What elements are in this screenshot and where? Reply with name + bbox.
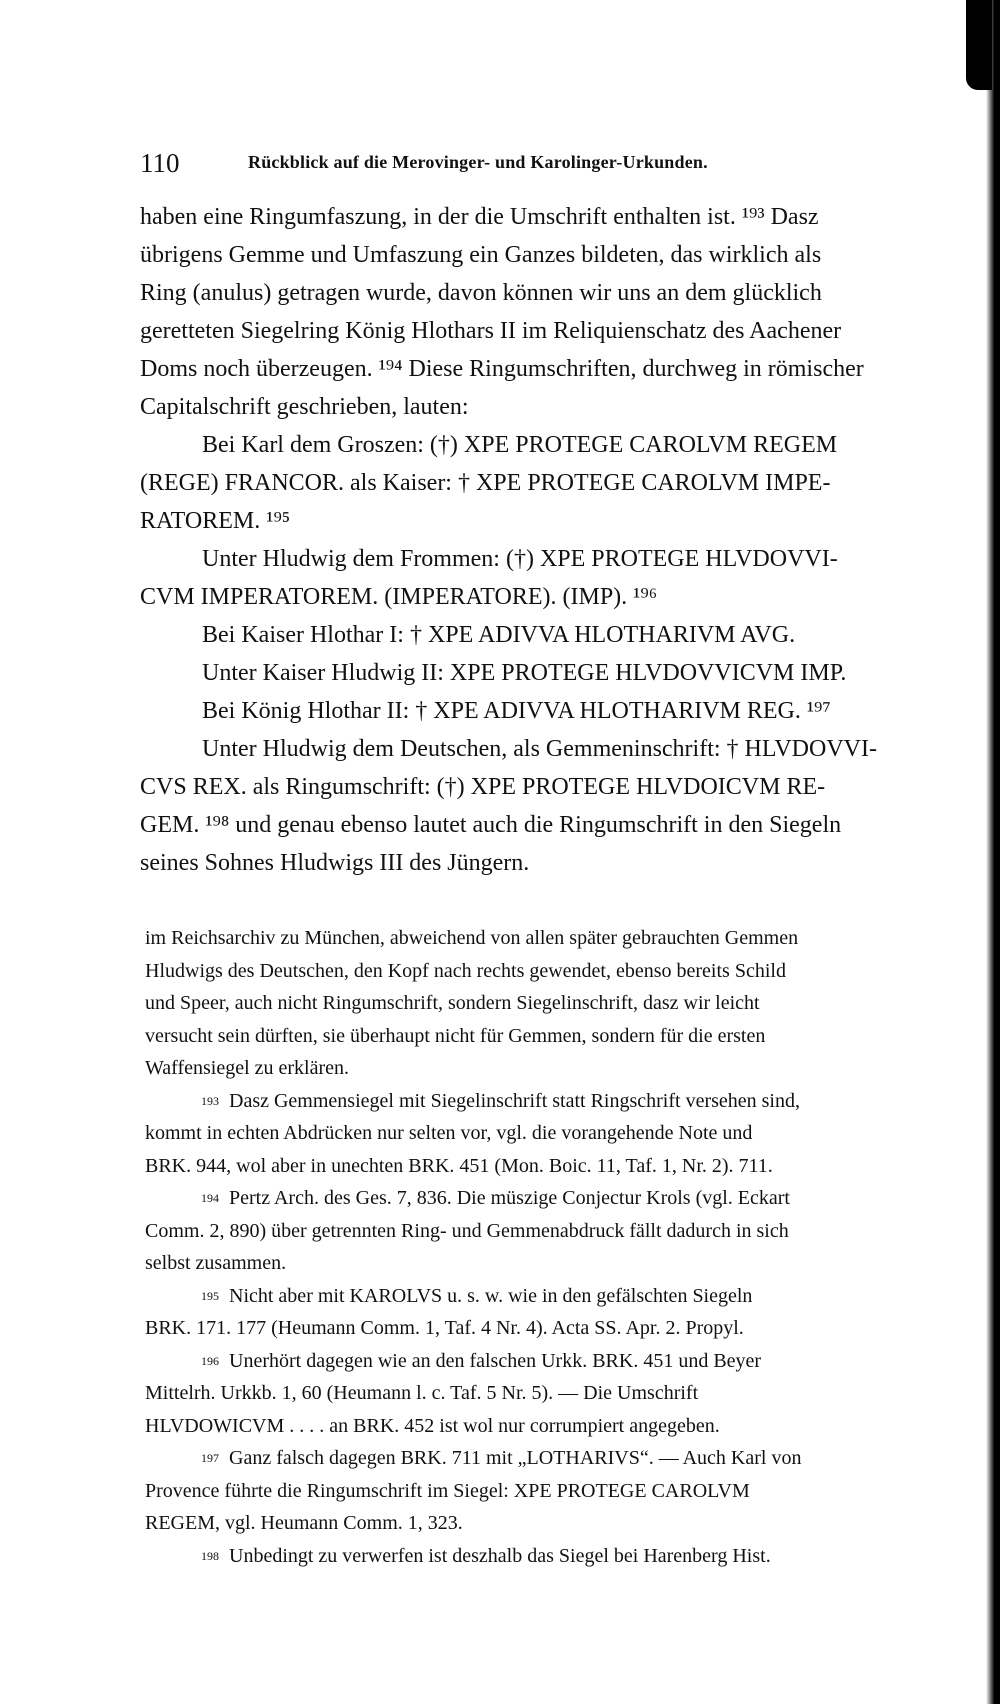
scan-edge-shadow <box>986 0 1000 1704</box>
footnote-line <box>145 1345 960 1378</box>
footnote-line: Unerhört dagegen wie an den falschen Urkk. BRK. 451 und Beyer <box>229 1349 762 1372</box>
footnote-line: und Speer, auch nicht Ringumschrift, sondern Siegelinschrift, dasz wir leicht <box>145 992 760 1014</box>
footnote-197 <box>145 1442 960 1475</box>
text-line: CVS REX. als Ringumschrift: (†) XPE PROTEGE HLVDOICVM RE- <box>140 774 826 800</box>
footnote-line: Comm. 2, 890) über getrennten Ring- und Gemmenabdruck fällt dadurch in sich <box>145 1219 789 1242</box>
footnote-line: Hludwigs des Deutschen, den Kopf nach rechts gewendet, ebenso bereits Schild <box>145 959 786 982</box>
footnote-line: Pertz Arch. des Ges. 7, 836. Die müszige Conjectur Krols (vgl. Eckart <box>229 1187 790 1209</box>
text-line: RATOREM. ¹⁹⁵ <box>140 508 291 534</box>
footnote-line: Mittelrh. Urkkb. 1, 60 (Heumann l. c. Taf. 5 Nr. 5). — Die Umschrift <box>145 1382 699 1404</box>
scan-edge-corner <box>966 0 992 90</box>
footnote-line: Waffensiegel zu erklären. <box>145 1057 350 1079</box>
footnote-195 <box>145 1280 960 1313</box>
footnote-line: Provence führte die Ringumschrift im Siegel: XPE PROTEGE CAROLVM <box>145 1479 750 1502</box>
footnote-198 <box>145 1540 960 1573</box>
running-title: Rückblick auf die Merovinger- und Karolinger-Urkunden. <box>248 152 708 172</box>
text-line: Bei Kaiser Hlothar I: † XPE ADIVVA HLOTHARIVM AVG. <box>202 622 796 648</box>
text-line: Ring (anulus) getragen wurde, davon können wir uns an dem glücklich <box>140 280 822 306</box>
footnote-line: kommt in echten Abdrücken nur selten vor, vgl. die vorangehende Note und <box>145 1122 753 1144</box>
text-line: Bei König Hlothar II: † XPE ADIVVA HLOTHARIVM REG. ¹⁹⁷ <box>202 698 831 724</box>
footnote-line: Dasz Gemmensiegel mit Siegelinschrift statt Ringschrift versehen sind, <box>229 1089 800 1112</box>
footnote-marker: 193 <box>201 1093 219 1108</box>
footnote-line: Nicht aber mit KAROLVS u. s. w. wie in den gefälschten Siegeln <box>229 1284 753 1307</box>
text-line: Unter Hludwig dem Deutschen, als Gemmeninschrift: † HLVDOVVI- <box>202 736 877 762</box>
footnote-194 <box>145 1182 960 1215</box>
text-line: Unter Kaiser Hludwig II: XPE PROTEGE HLVDOVVICVM IMP. <box>202 660 847 686</box>
footnote-line: BRK. 944, wol aber in unechten BRK. 451 (Mon. Boic. 11, Taf. 1, Nr. 2). 711. <box>145 1154 773 1177</box>
footnote-line: HLVDOWICVM . . . . an BRK. 452 ist wol nur corrumpiert angegeben. <box>145 1414 720 1437</box>
text-line: CVM IMPERATOREM. (IMPERATORE). (IMP). ¹⁹⁶ <box>140 584 658 610</box>
footnote-marker: 197 <box>201 1451 219 1465</box>
footnote-line: selbst zusammen. <box>145 1252 287 1274</box>
footnote-line: im Reichsarchiv zu München, abweichend von allen später gebrauchten Gemmen <box>145 927 799 949</box>
footnote-line: REGEM, vgl. Heumann Comm. 1, 323. <box>145 1512 463 1534</box>
footnote-line: versucht sein dürften, sie überhaupt nicht für Gemmen, sondern für die ersten <box>145 1024 766 1047</box>
text-line: Doms noch überzeugen. ¹⁹⁴ Diese Ringumschriften, durchweg in römischer <box>140 356 864 382</box>
text-line: seines Sohnes Hludwigs III des Jüngern. <box>140 850 530 876</box>
footnote-marker: 196 <box>201 1353 219 1368</box>
text-line: GEM. ¹⁹⁸ und genau ebenso lautet auch die Ringumschrift in den Siegeln <box>140 812 842 838</box>
footnotes <box>145 922 960 1572</box>
text-line: Bei Karl dem Groszen: (†) XPE PROTEGE CAROLVM REGEM <box>202 432 838 458</box>
footnote-193 <box>145 1085 960 1118</box>
page-number: 110 <box>140 148 180 178</box>
footnote-line: Unbedingt zu verwerfen ist deszhalb das Siegel bei Harenberg Hist. <box>229 1544 771 1567</box>
page-header <box>140 140 920 180</box>
text-line: geretteten Siegelring König Hlothars II im Reliquienschatz des Aachener <box>140 318 842 344</box>
text-line: (REGE) FRANCOR. als Kaiser: † XPE PROTEGE CAROLVM IMPE- <box>140 470 831 496</box>
text-line: haben eine Ringumfaszung, in der die Umschrift enthalten ist. ¹⁹³ Dasz <box>140 204 819 230</box>
main-text <box>140 198 960 882</box>
footnote-marker: 194 <box>201 1191 219 1205</box>
footnote-line: Ganz falsch dagegen BRK. 711 mit „LOTHARIVS“. — Auch Karl von <box>229 1447 802 1469</box>
text-line: Capitalschrift geschrieben, lauten: <box>140 394 469 420</box>
footnote-marker: 198 <box>201 1548 219 1563</box>
text-line: Unter Hludwig dem Frommen: (†) XPE PROTEGE HLVDOVVI- <box>202 546 838 572</box>
footnote-marker: 195 <box>201 1288 219 1303</box>
text-line: übrigens Gemme und Umfaszung ein Ganzes bildeten, das wirklich als <box>140 242 822 268</box>
footnote-line: BRK. 171. 177 (Heumann Comm. 1, Taf. 4 Nr. 4). Acta SS. Apr. 2. Propyl. <box>145 1317 744 1339</box>
